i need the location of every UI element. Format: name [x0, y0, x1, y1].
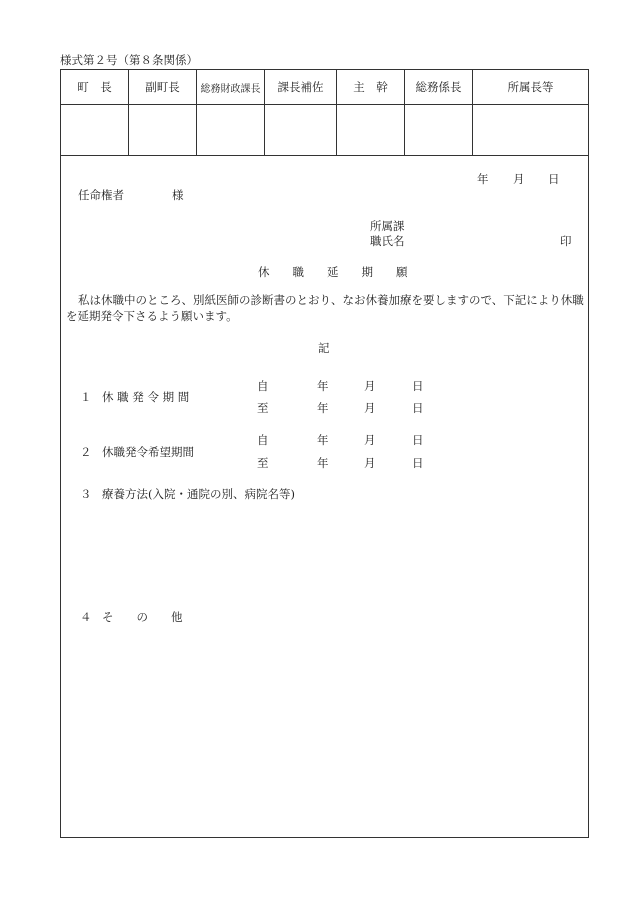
item-1-to-year: 年	[317, 401, 329, 415]
date-month-label: 月	[513, 172, 525, 186]
item-2-from-prefix: 自	[257, 433, 269, 447]
approval-stamp-table	[60, 69, 589, 156]
item-1-from-month: 月	[364, 379, 376, 393]
item-3-number: ３	[80, 487, 92, 501]
item-2-to-month: 月	[364, 456, 376, 470]
item-2-label: 休職発令希望期間	[102, 445, 194, 459]
item-2-to-prefix: 至	[257, 456, 269, 470]
item-1-to-month: 月	[364, 401, 376, 415]
dept-label: 所属課	[370, 219, 405, 233]
date-day-label: 日	[548, 172, 560, 186]
item-2-from-month: 月	[364, 433, 376, 447]
stamp-box[interactable]	[197, 105, 265, 156]
addressee-honorific: 様	[172, 188, 184, 202]
application-statement: 私は休職中のところ、別紙医師の診断書のとおり、なお休養加療を要しますので、下記により休職を延期発令下さるよう願います。	[66, 293, 584, 323]
date-year-label: 年	[477, 172, 489, 186]
stamp-box[interactable]	[61, 105, 129, 156]
item-4-number: ４	[80, 610, 92, 624]
item-4-label: そ の 他	[102, 610, 183, 624]
approval-header-cell: 所属長等	[473, 70, 589, 105]
approval-header-cell: 主 幹	[337, 70, 405, 105]
item-1-number: １	[80, 390, 92, 404]
item-1-to-day: 日	[412, 401, 424, 415]
form-number: 様式第２号（第８条関係）	[60, 53, 198, 67]
approval-header-cell: 町 長	[61, 70, 129, 105]
document-title: 休 職 延 期 願	[258, 265, 408, 279]
item-2-from-year: 年	[317, 433, 329, 447]
item-2-from-day: 日	[412, 433, 424, 447]
approval-stamp-row	[61, 105, 589, 156]
stamp-box[interactable]	[473, 105, 589, 156]
item-1-from-day: 日	[412, 379, 424, 393]
addressee-label: 任命権者	[78, 188, 124, 202]
item-1-to-prefix: 至	[257, 401, 269, 415]
item-1-from-prefix: 自	[257, 379, 269, 393]
stamp-box[interactable]	[129, 105, 197, 156]
approval-header-cell: 総務係長	[405, 70, 473, 105]
name-label: 職氏名	[370, 234, 405, 248]
approval-header-row	[61, 70, 589, 105]
item-2-to-year: 年	[317, 456, 329, 470]
approval-header-cell: 総務財政課長	[197, 70, 265, 105]
ki-heading: 記	[318, 341, 330, 355]
stamp-box[interactable]	[337, 105, 405, 156]
item-2-number: ２	[80, 445, 92, 459]
approval-header-cell: 課長補佐	[265, 70, 337, 105]
approval-header-cell: 副町長	[129, 70, 197, 105]
seal-mark: 印	[560, 234, 572, 248]
item-3-label: 療養方法(入院・通院の別、病院名等)	[102, 487, 295, 501]
item-1-from-year: 年	[317, 379, 329, 393]
stamp-box[interactable]	[265, 105, 337, 156]
stamp-box[interactable]	[405, 105, 473, 156]
item-2-to-day: 日	[412, 456, 424, 470]
item-1-label: 休 職 発 令 期 間	[102, 390, 190, 404]
